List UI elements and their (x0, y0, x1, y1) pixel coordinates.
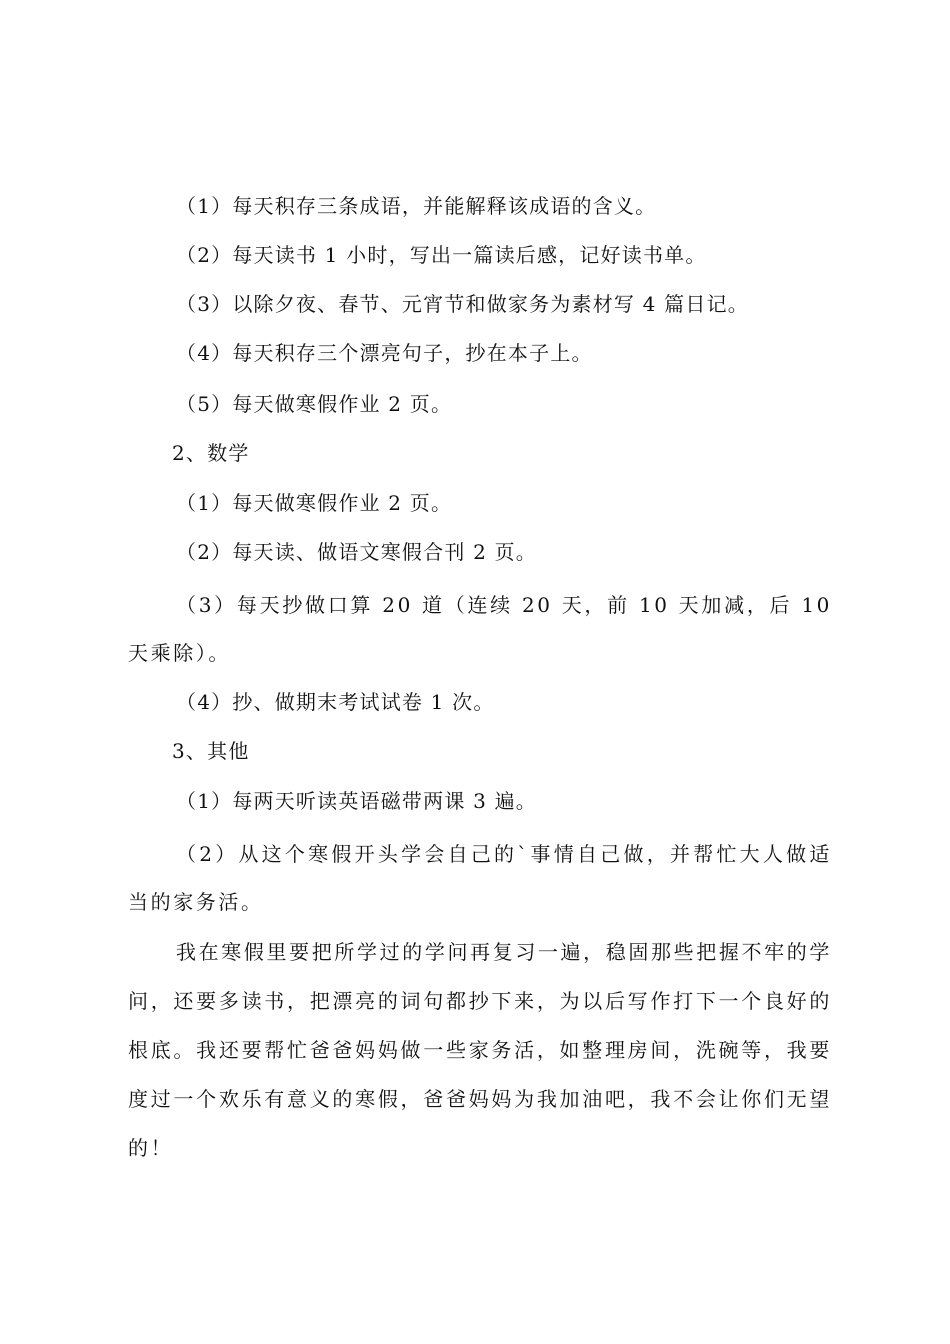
math-item-2: （2）每天读、做语文寒假合刊 2 页。 (176, 540, 537, 564)
chinese-item-3: （3）以除夕夜、春节、元宵节和做家务为素材写 4 篇日记。 (176, 292, 749, 316)
other-heading: 3、其他 (172, 739, 250, 763)
chinese-item-2: （2）每天读书 1 小时，写出一篇读后感，记好读书单。 (176, 243, 707, 267)
chinese-item-5: （5）每天做寒假作业 2 页。 (176, 392, 453, 416)
math-item-1: （1）每天做寒假作业 2 页。 (176, 491, 453, 515)
chinese-item-4: （4）每天积存三个漂亮句子，抄在本子上。 (176, 341, 593, 365)
math-heading: 2、数学 (172, 441, 250, 465)
other-item-2: （2）从这个寒假开头学会自己的`事情自己做，并帮忙大人做适当的家务活。 (128, 842, 832, 914)
math-item-4: （4）抄、做期末考试试卷 1 次。 (176, 690, 495, 714)
math-item-3: （3）每天抄做口算 20 道（连续 20 天，前 10 天加减，后 10 天乘除）。 (128, 593, 832, 665)
conclusion-paragraph: 我在寒假里要把所学过的学问再复习一遍，稳固那些把握不牢的学问，还要多读书，把漂亮的词句都抄下来，为以后写作打下一个良好的根底。我还要帮忙爸爸妈妈做一些家务活，如整理房间，洗碗等，我要度过一个欢乐有意义的寒假，爸爸妈妈为我加油吧，我不会让你们无望的！ (128, 940, 832, 1160)
other-item-1: （1）每两天听读英语磁带两课 3 遍。 (176, 789, 537, 813)
chinese-item-1: （1）每天积存三条成语，并能解释该成语的含义。 (176, 194, 657, 218)
